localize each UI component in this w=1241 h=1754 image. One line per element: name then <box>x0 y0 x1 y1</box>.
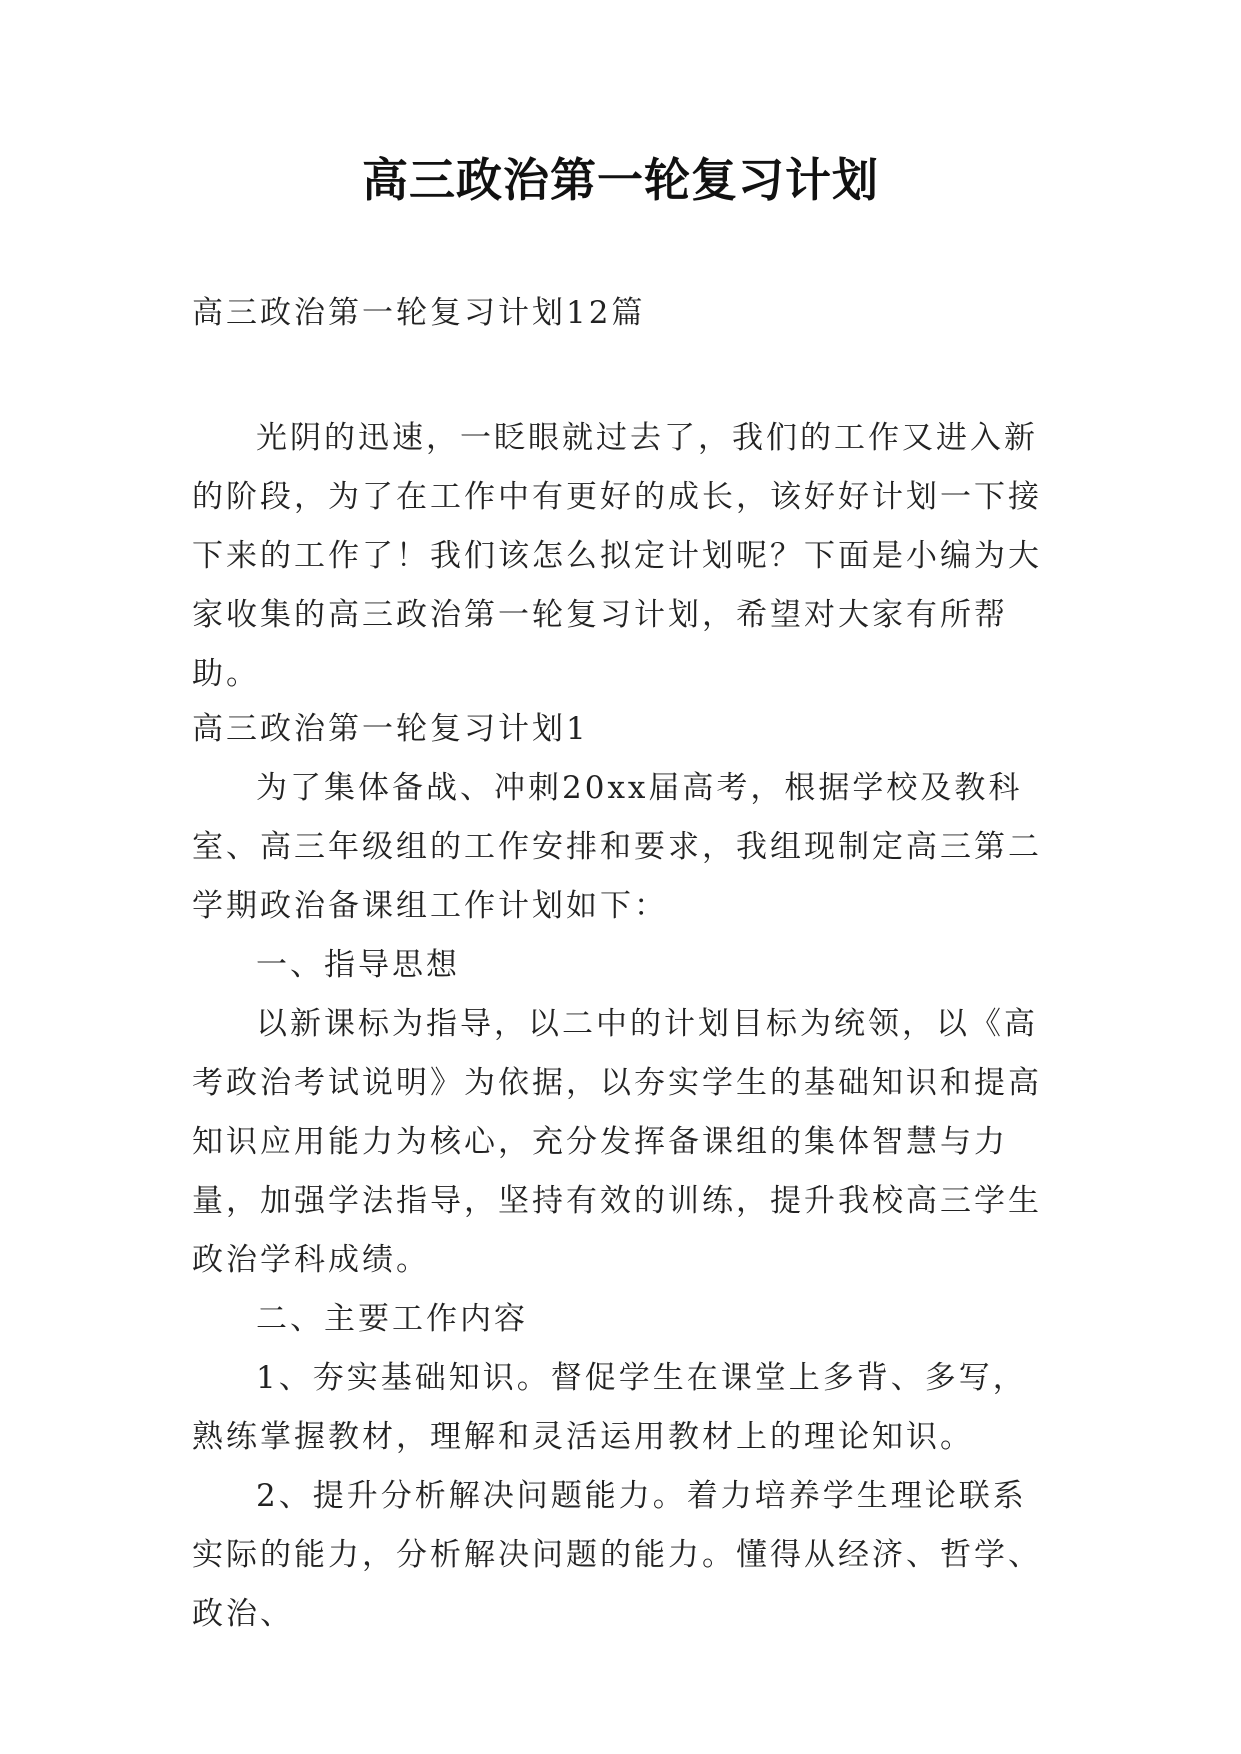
intro-paragraph: 光阴的迅速，一眨眼就过去了，我们的工作又进入新的阶段，为了在工作中有更好的成长，该好好计划一下接下来的工作了！我们该怎么拟定计划呢？下面是小编为大家收集的高三政治第一轮复习计划，希望对大家有所帮助。 <box>192 420 1042 692</box>
section-heading: 高三政治第一轮复习计划1 <box>192 711 589 747</box>
paragraph-item-1: 1、夯实基础知识。督促学生在课堂上多背、多写，熟练掌握教材，理解和灵活运用教材上的理论知识。 <box>192 1360 1027 1455</box>
paragraph-item-2: 2、提升分析解决问题能力。着力培养学生理论联系实际的能力，分析解决问题的能力。懂得从经济、哲学、政治、 <box>192 1478 1042 1632</box>
document-title: 高三政治第一轮复习计划 <box>362 153 879 207</box>
paragraph-preamble: 为了集体备战、冲刺20xx届高考，根据学校及教科室、高三年级组的工作安排和要求，我组现制定高三第二学期政治备课组工作计划如下： <box>192 770 1042 924</box>
subtitle-text: 高三政治第一轮复习计划12篇 <box>192 295 646 331</box>
paragraph-guiding-ideology: 以新课标为指导，以二中的计划目标为统领，以《高考政治考试说明》为依据，以夯实学生的基础知识和提高知识应用能力为核心，充分发挥备课组的集体智慧与力量，加强学法指导，坚持有效的训练，提升我校高三学生政治学科成绩。 <box>192 1006 1042 1278</box>
document-subtitle <box>192 291 1052 335</box>
intro-section <box>192 409 1052 704</box>
heading-guiding-ideology: 一、指导思想 <box>256 947 460 983</box>
plan-section <box>192 700 1052 1644</box>
heading-main-work: 二、主要工作内容 <box>256 1301 528 1337</box>
